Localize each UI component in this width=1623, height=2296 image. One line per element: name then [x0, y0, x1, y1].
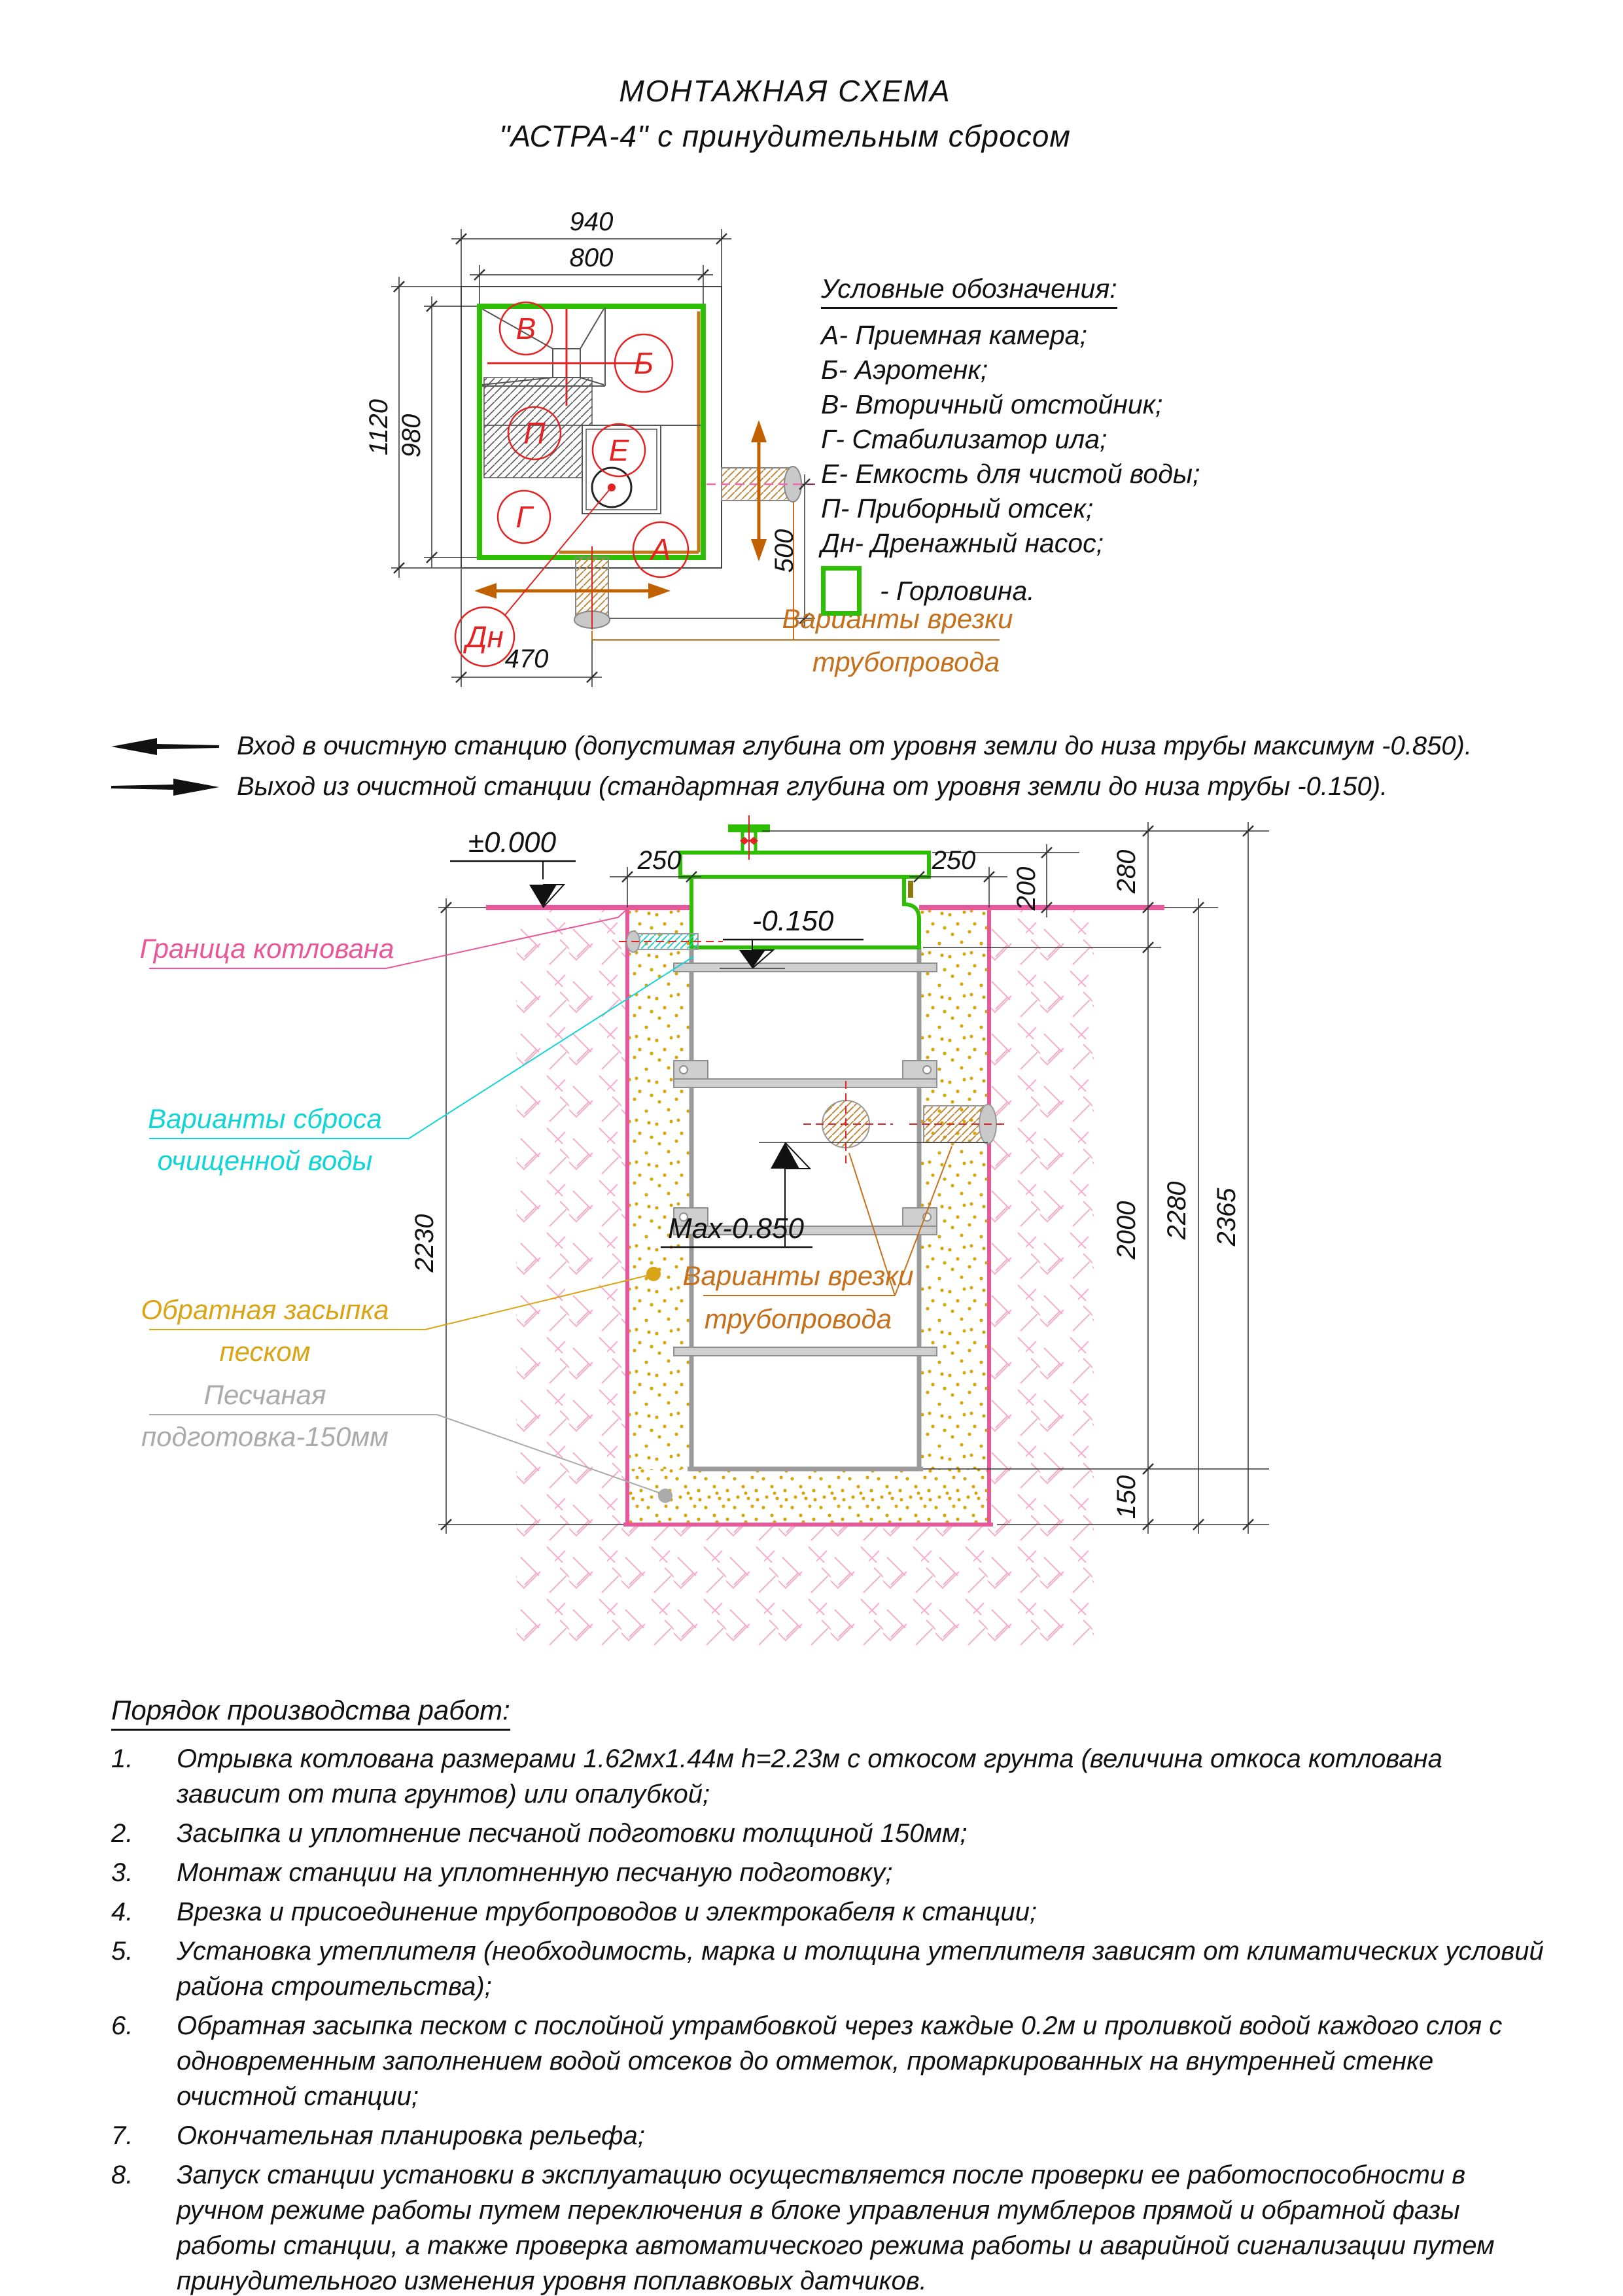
- section-dim-200-text: 200: [1012, 866, 1041, 911]
- plan-pipe-range-arrow-horizontal: [474, 583, 671, 599]
- outlet-arrow-icon: [111, 777, 222, 797]
- work-order-item: [111, 2008, 1577, 2114]
- item-text: Обратная засыпка песком с послойной утрамбовкой через каждые 0.2м и проливкой водой каждого слоя с одновременным заполнением водой отсеков до отметок, промаркированных на внутренней стенке очистной станции;: [177, 2011, 1503, 2111]
- legend-item: А- Приемная камера;: [821, 320, 1087, 350]
- note-inlet-text: Вход в очистную станцию (допустимая глубина от уровня земли до низа трубы максимум -0.850).: [237, 732, 1472, 760]
- note-outlet-text: Выход из очистной станции (стандартная глубина от уровня земли до низа трубы -0.150).: [237, 772, 1388, 801]
- work-order-title: Порядок производства работ:: [111, 1695, 510, 1731]
- backfill-text-line1: Обратная засыпка: [141, 1294, 389, 1325]
- backfill-text-line2: песком: [219, 1336, 311, 1367]
- sand-prep-text-line1: Песчаная: [203, 1379, 326, 1410]
- section-dim-250l-text: 250: [637, 846, 682, 875]
- work-order-item: [111, 2118, 1577, 2153]
- legend-title: Условные обозначения:: [821, 274, 1117, 309]
- item-text: Установка утеплителя (необходимость, марка и толщина утеплителя зависят от климатических условий района строительства);: [177, 1937, 1544, 2001]
- section-dim-150-text: 150: [1112, 1475, 1141, 1519]
- section-view: [98, 811, 1308, 1662]
- legend-item: В- Вторичный отстойник;: [821, 389, 1163, 419]
- item-number: 6.: [111, 2011, 133, 2040]
- plan-dim-500-text: 500: [770, 529, 799, 573]
- plan-label-e: Е: [608, 433, 629, 467]
- plan-dim-980-text: 980: [397, 414, 426, 458]
- item-text: Монтаж станции на уплотненную песчаную подготовку;: [177, 1858, 893, 1887]
- title-line2: "АСТРА-4" с принудительным сбросом: [499, 119, 1071, 153]
- section-dim-2365-text: 2365: [1212, 1188, 1241, 1246]
- plan-pipe-note-line1: Варианты врезки: [782, 603, 1013, 634]
- legend-item: Б- Аэротенк;: [821, 355, 988, 385]
- pipe-insertion-right: [909, 1104, 1009, 1144]
- note-inlet: [111, 732, 1616, 761]
- work-order-item: [111, 2157, 1577, 2296]
- plan-dim-470-text: 470: [504, 645, 549, 673]
- item-number: 8.: [111, 2161, 133, 2189]
- plan-label-a: А: [650, 533, 671, 567]
- section-pipe-note-line1: Варианты врезки: [682, 1260, 914, 1291]
- plan-pipe-note-line2: трубопровода: [812, 646, 1000, 677]
- plan-label-dn: Дн: [466, 620, 504, 654]
- item-text: Врезка и присоединение трубопроводов и электрокабеля к станции;: [177, 1898, 1038, 1926]
- work-order-item: [111, 1816, 1577, 1851]
- section-pipe-note-line2: трубопровода: [704, 1303, 892, 1334]
- work-order-item: [111, 1934, 1577, 2004]
- item-number: 3.: [111, 1858, 133, 1887]
- legend-gorlovina-text: - Горловина.: [880, 575, 1035, 606]
- item-text: Отрывка котлована размерами 1.62мх1.44м h=2.23м с откосом грунта (величина откоса котлована зависит от типа грунтов) или опалубкой;: [177, 1744, 1442, 1809]
- plan-dim-800-text: 800: [569, 243, 614, 272]
- section-dim-250r-text: 250: [932, 846, 976, 875]
- legend-item: Е- Емкость для чистой воды;: [821, 459, 1200, 489]
- note-outlet: [111, 772, 1616, 802]
- plan-label-p: П: [523, 416, 546, 450]
- plan-bottom-pipe-stub: [574, 546, 610, 629]
- item-number: 2.: [111, 1819, 133, 1848]
- drawing-title: [131, 69, 1439, 159]
- work-order-item: [111, 1855, 1577, 1890]
- legend-item: Г- Стабилизатор ила;: [821, 424, 1108, 454]
- station-interior: [693, 949, 917, 1469]
- item-number: 5.: [111, 1937, 133, 1966]
- legend-item: Дн- Дренажный насос;: [821, 528, 1104, 558]
- item-text: Окончательная планировка рельефа;: [177, 2121, 645, 2150]
- plan-dim-980: [424, 296, 480, 567]
- work-order: [111, 1695, 1577, 2296]
- plan-dim-940-text: 940: [569, 207, 614, 236]
- item-text: Засыпка и уплотнение песчаной подготовки толщиной 150мм;: [177, 1819, 968, 1848]
- plan-label-g: Г: [515, 500, 532, 534]
- work-order-item: [111, 1894, 1577, 1930]
- inlet-arrow-icon: [111, 737, 222, 756]
- legend-item-gorlovina: [821, 566, 1370, 616]
- item-number: 7.: [111, 2121, 133, 2150]
- title-line1: МОНТАЖНАЯ СХЕМА: [619, 74, 951, 108]
- level-zero-text: ±0.000: [468, 826, 557, 858]
- item-text: Запуск станции установки в эксплуатацию осуществляется после проверки ее работоспособности в ручном режиме работы путем переключения в блоке управления тумблеров прямой и обратной фазы работы станции, а также проверка автоматического режима работы и аварийной сигнализации путем принудительного изменения уровня поплавковых датчиков.: [177, 2161, 1495, 2295]
- sand-prep-text-line2: подготовка-150мм: [141, 1421, 389, 1452]
- plan-label-b: Б: [634, 346, 654, 380]
- level-max850-text: Max-0.850: [668, 1212, 804, 1245]
- item-number: 4.: [111, 1898, 133, 1926]
- discharge-text-line2: очищенной воды: [157, 1145, 373, 1176]
- plan-dim-1120-text: 1120: [364, 398, 393, 456]
- section-dim-280-text: 280: [1112, 849, 1141, 894]
- section-dim-2000-text: 2000: [1112, 1201, 1141, 1260]
- legend: [821, 274, 1370, 616]
- plan-label-v: В: [515, 311, 536, 345]
- plan-drain-pump-mark: [592, 468, 631, 507]
- section-dim-2280-text: 2280: [1162, 1181, 1191, 1240]
- work-order-item: [111, 1741, 1577, 1812]
- section-dim-2230-text: 2230: [410, 1214, 439, 1273]
- level-mark-zero: [450, 861, 576, 908]
- gorlovina-square-icon: [821, 566, 862, 616]
- legend-item: П- Приборный отсек;: [821, 493, 1094, 523]
- level-minus150-text: -0.150: [752, 905, 834, 937]
- item-number: 1.: [111, 1744, 133, 1773]
- discharge-text-line1: Варианты сброса: [148, 1103, 382, 1134]
- pit-boundary-text: Граница котлована: [139, 933, 394, 964]
